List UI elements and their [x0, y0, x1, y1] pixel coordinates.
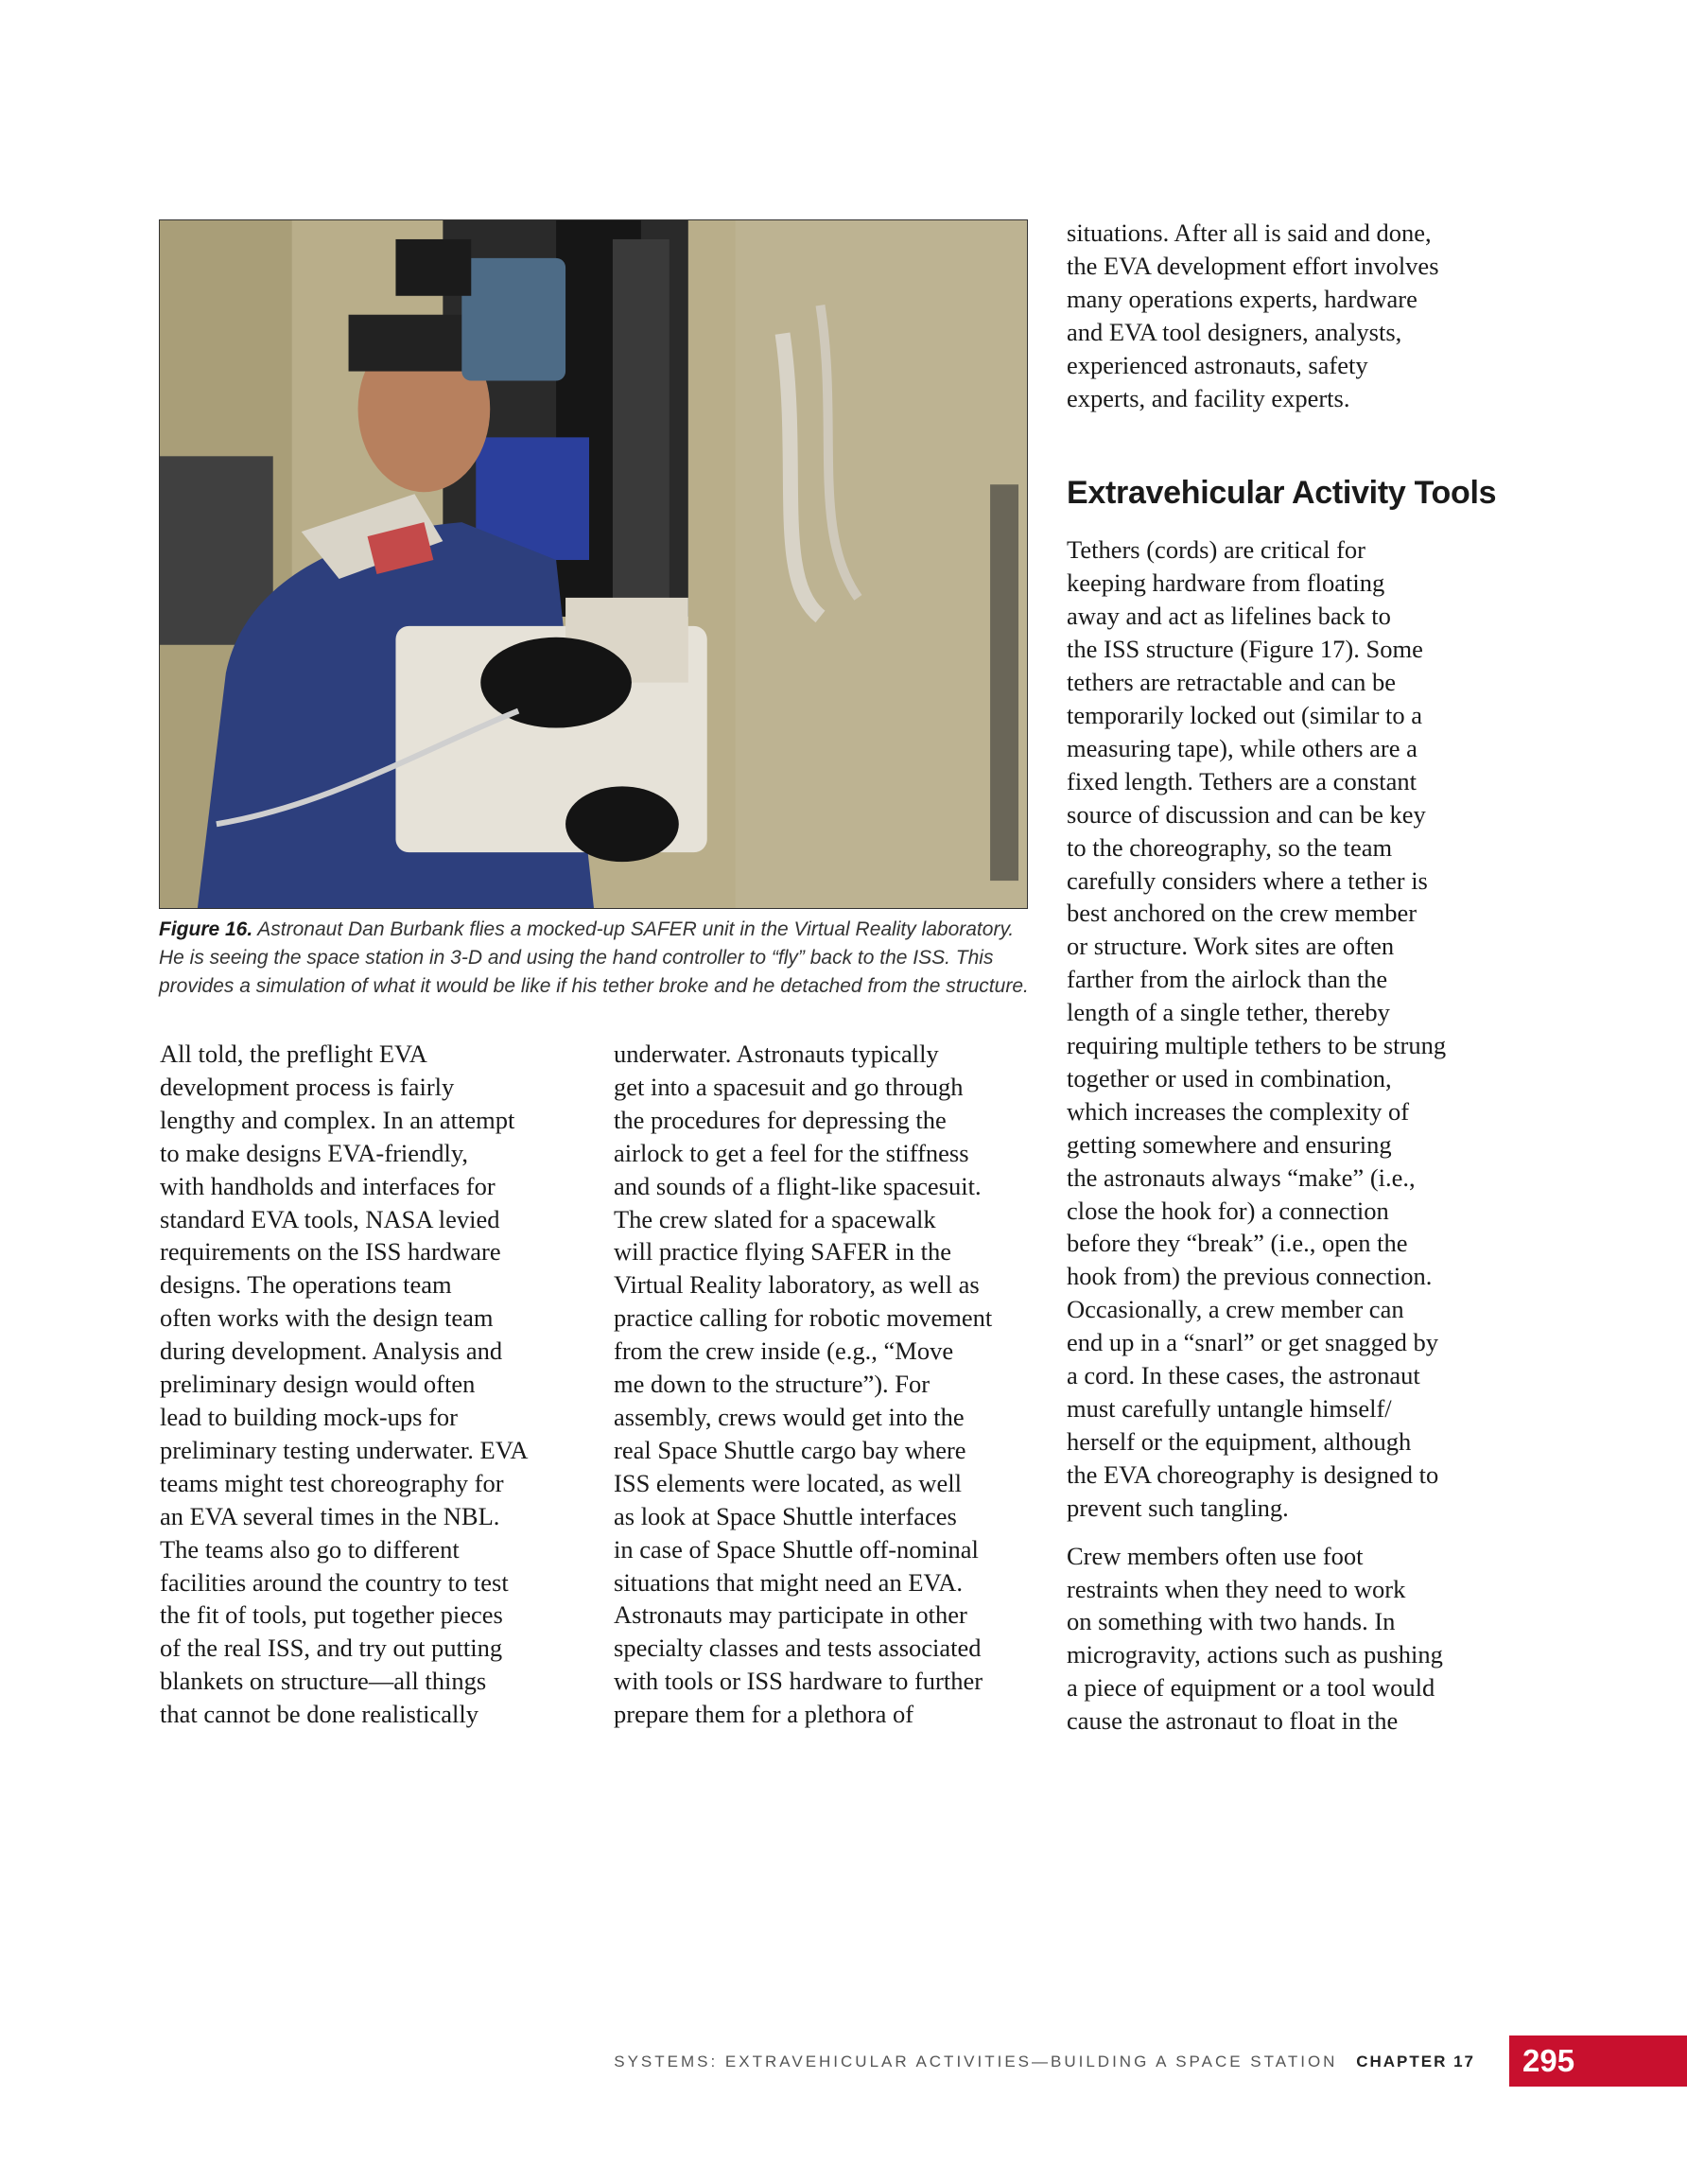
- text-line: Tethers (cords) are critical for: [1067, 535, 1365, 565]
- text-line: must carefully untangle himself/: [1067, 1394, 1392, 1423]
- text-line: lead to building mock-ups for: [160, 1402, 458, 1431]
- text-line: on something with two hands. In: [1067, 1607, 1396, 1636]
- text-line: measuring tape), while others are a: [1067, 733, 1417, 762]
- text-line: the fit of tools, put together pieces: [160, 1600, 503, 1630]
- text-line: The teams also go to different: [160, 1534, 460, 1564]
- text-line: or structure. Work sites are often: [1067, 932, 1395, 961]
- text-line: standard EVA tools, NASA levied: [160, 1204, 500, 1233]
- text-line: get into a spacesuit and go through: [614, 1072, 964, 1101]
- text-line: the EVA choreography is designed to: [1067, 1459, 1439, 1489]
- text-line: source of discussion and can be key: [1067, 799, 1426, 829]
- figure-caption: [159, 916, 1034, 1001]
- text-line: real Space Shuttle cargo bay where: [614, 1435, 966, 1464]
- text-line: temporarily locked out (similar to a: [1067, 700, 1423, 729]
- text-line: best anchored on the crew member: [1067, 899, 1417, 928]
- text-line: requirements on the ISS hardware: [160, 1237, 501, 1267]
- running-footer: [567, 2053, 1475, 2071]
- text-line: that cannot be done realistically: [160, 1700, 479, 1729]
- paragraph: [1067, 1540, 1511, 1738]
- text-line: farther from the airlock than the: [1067, 965, 1388, 994]
- text-line: preliminary design would often: [160, 1370, 476, 1399]
- text-line: close the hook for) a connection: [1067, 1196, 1389, 1225]
- text-line: development process is fairly: [160, 1072, 455, 1101]
- body-column-2: [614, 1038, 1039, 1731]
- text-line: airlock to get a feel for the stiffness: [614, 1138, 969, 1167]
- text-line: the astronauts always “make” (i.e.,: [1067, 1162, 1416, 1192]
- text-line: will practice flying SAFER in the: [614, 1237, 951, 1267]
- text-line: end up in a “snarl” or get snagged by: [1067, 1328, 1438, 1357]
- text-line: The crew slated for a spacewalk: [614, 1204, 936, 1233]
- text-line: before they “break” (i.e., open the: [1067, 1229, 1408, 1258]
- text-line: with handholds and interfaces for: [160, 1171, 496, 1200]
- figure-caption-text: Astronaut Dan Burbank flies a mocked-up SAFER unit in the Virtual Reality laboratory. He is seeing the space station in 3-D and using the hand controller to “fly” back to the ISS. This provides a simulation of what it would be like if his tether broke and he detached from the structure.: [159, 918, 1029, 997]
- paragraph: [1067, 533, 1511, 1524]
- text-line: with tools or ISS hardware to further: [614, 1667, 983, 1696]
- page-number-badge: [1509, 2035, 1687, 2087]
- text-line: to make designs EVA-friendly,: [160, 1138, 469, 1167]
- text-line: facilities around the country to test: [160, 1567, 509, 1597]
- text-line: experts, and facility experts.: [1067, 383, 1350, 412]
- text-line: of the real ISS, and try out putting: [160, 1634, 503, 1663]
- text-line: practice calling for robotic movement: [614, 1303, 993, 1333]
- text-line: in case of Space Shuttle off-nominal: [614, 1534, 979, 1564]
- paragraph: [160, 1038, 576, 1731]
- text-line: the procedures for depressing the: [614, 1105, 947, 1134]
- text-line: and EVA tool designers, analysts,: [1067, 317, 1402, 346]
- text-line: the ISS structure (Figure 17). Some: [1067, 635, 1423, 664]
- text-line: the EVA development effort involves: [1067, 251, 1439, 280]
- text-line: during development. Analysis and: [160, 1337, 503, 1366]
- text-line: length of a single tether, thereby: [1067, 998, 1390, 1027]
- text-line: cause the astronaut to float in the: [1067, 1706, 1399, 1736]
- text-line: Crew members often use foot: [1067, 1541, 1364, 1570]
- text-line: teams might test choreography for: [160, 1468, 504, 1497]
- text-line: ISS elements were located, as well: [614, 1468, 962, 1497]
- text-line: microgravity, actions such as pushing: [1067, 1640, 1443, 1669]
- text-line: All told, the preflight EVA: [160, 1040, 427, 1068]
- body-column-3: [1067, 217, 1511, 1738]
- text-line: blankets on structure—all things: [160, 1667, 487, 1696]
- text-line: keeping hardware from floating: [1067, 568, 1385, 598]
- text-line: away and act as lifelines back to: [1067, 602, 1391, 631]
- text-line: specialty classes and tests associated: [614, 1634, 982, 1663]
- text-line: Virtual Reality laboratory, as well as: [614, 1270, 980, 1300]
- text-line: as look at Space Shuttle interfaces: [614, 1501, 957, 1530]
- text-line: situations that might need an EVA.: [614, 1567, 963, 1597]
- text-line: assembly, crews would get into the: [614, 1402, 965, 1431]
- text-line: designs. The operations team: [160, 1270, 452, 1300]
- text-line: underwater. Astronauts typically: [614, 1040, 939, 1068]
- text-line: preliminary testing underwater. EVA: [160, 1435, 529, 1464]
- text-line: Occasionally, a crew member can: [1067, 1295, 1404, 1324]
- astronaut-vr-photo: [160, 220, 1027, 908]
- running-title: SYSTEMS: EXTRAVEHICULAR ACTIVITIES—BUILDING A SPACE STATION: [614, 2053, 1338, 2070]
- section-heading: Extravehicular Activity Tools: [1067, 475, 1497, 512]
- text-line: situations. After all is said and done,: [1067, 218, 1432, 247]
- figure-label: Figure 16.: [159, 918, 253, 940]
- text-line: to the choreography, so the team: [1067, 832, 1393, 862]
- section-heading-wrap: [1067, 474, 1511, 512]
- text-line: carefully considers where a tether is: [1067, 865, 1428, 895]
- text-line: lengthy and complex. In an attempt: [160, 1105, 515, 1134]
- text-line: an EVA several times in the NBL.: [160, 1501, 500, 1530]
- paragraph: [1067, 217, 1511, 414]
- text-line: tethers are retractable and can be: [1067, 668, 1396, 697]
- text-line: experienced astronauts, safety: [1067, 350, 1368, 379]
- text-line: fixed length. Tethers are a constant: [1067, 766, 1417, 795]
- text-line: getting somewhere and ensuring: [1067, 1129, 1392, 1159]
- text-line: and sounds of a flight-like spacesuit.: [614, 1171, 982, 1200]
- body-column-1: [160, 1038, 576, 1731]
- text-line: together or used in combination,: [1067, 1063, 1392, 1092]
- text-line: many operations experts, hardware: [1067, 284, 1417, 313]
- text-line: from the crew inside (e.g., “Move: [614, 1337, 954, 1366]
- chapter-label: CHAPTER 17: [1356, 2053, 1475, 2070]
- text-line: a piece of equipment or a tool would: [1067, 1673, 1435, 1703]
- figure-16-photo: [159, 219, 1028, 909]
- text-line: prevent such tangling.: [1067, 1493, 1289, 1522]
- text-line: Astronauts may participate in other: [614, 1600, 967, 1630]
- text-line: a cord. In these cases, the astronaut: [1067, 1361, 1420, 1390]
- text-line: hook from) the previous connection.: [1067, 1262, 1433, 1291]
- paragraph: [614, 1038, 1039, 1731]
- text-line: prepare them for a plethora of: [614, 1700, 914, 1729]
- text-line: which increases the complexity of: [1067, 1096, 1410, 1126]
- page-number: 295: [1522, 2043, 1575, 2078]
- text-line: me down to the structure”). For: [614, 1370, 930, 1399]
- text-line: restraints when they need to work: [1067, 1574, 1406, 1603]
- text-line: herself or the equipment, although: [1067, 1426, 1412, 1456]
- text-line: often works with the design team: [160, 1303, 494, 1333]
- text-line: requiring multiple tethers to be strung: [1067, 1031, 1447, 1060]
